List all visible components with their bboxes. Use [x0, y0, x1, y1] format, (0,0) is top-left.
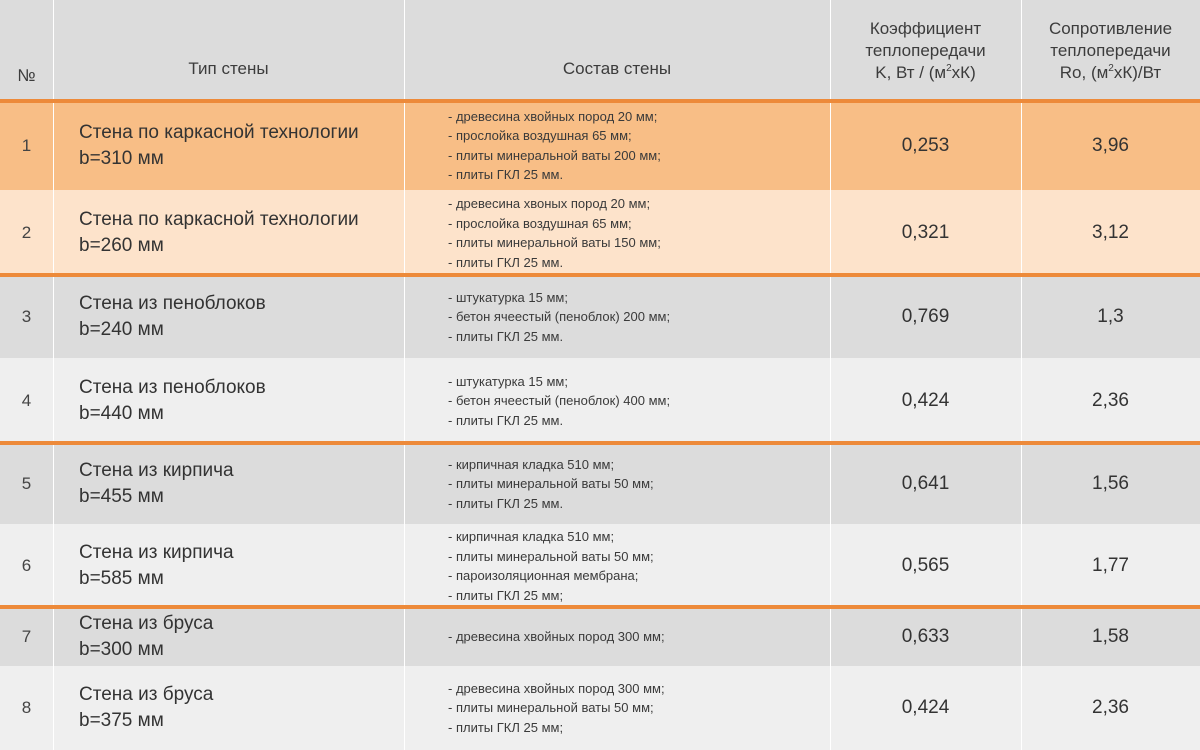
composition-layer: - прослойка воздушная 65 мм; [448, 128, 632, 143]
group-separator [0, 273, 1200, 277]
wall-composition [404, 190, 830, 276]
wall-type-line: b=310 мм [79, 147, 164, 169]
wall-type-line: b=240 мм [79, 319, 164, 340]
r-value [1021, 190, 1200, 276]
composition-layer: - плиты минеральной ваты 50 мм; [448, 700, 654, 716]
k-value [830, 358, 1021, 444]
k-value-text: 0,321 [901, 222, 950, 243]
composition-layer: - древесина хвойных пород 300 мм; [448, 629, 665, 645]
r-value [1021, 358, 1200, 444]
header-num: № [17, 65, 36, 85]
composition-layer: - штукатурка 15 мм; [448, 373, 568, 389]
k-value-text: 0,641 [901, 473, 950, 494]
composition-layer: - плиты ГКЛ 25 мм. [448, 167, 564, 182]
k-value-text: 0,424 [901, 390, 950, 411]
row-number-text: 3 [21, 307, 32, 326]
composition-layer: - пароизоляционная мембрана; [448, 568, 639, 583]
composition-layer: - древесина хвоных пород 20 мм; [448, 196, 651, 211]
row-number-text: 8 [21, 698, 32, 717]
wall-type-line: b=440 мм [79, 403, 164, 424]
wall-type-line: Стена из пеноблоков [79, 293, 266, 314]
r-value-text: 1,77 [1092, 555, 1129, 576]
wall-type [53, 276, 404, 358]
r-value [1021, 444, 1200, 524]
group-separator [0, 441, 1200, 445]
wall-composition [404, 444, 830, 524]
wall-type-line: Стена из бруса [79, 613, 214, 634]
k-value [830, 444, 1021, 524]
composition-layer: - бетон ячеестый (пеноблок) 400 мм; [448, 393, 671, 409]
row-number [0, 524, 53, 608]
k-value-text: 0,253 [901, 134, 950, 156]
wall-type-line: Стена из пеноблоков [79, 377, 266, 398]
composition-layer: - кирпичная кладка 510 мм; [448, 529, 615, 544]
wall-type [53, 666, 404, 750]
k-value [830, 276, 1021, 358]
k-value [830, 666, 1021, 750]
wall-composition [404, 101, 830, 190]
wall-type [53, 101, 404, 190]
wall-type-line: b=375 мм [79, 710, 164, 731]
k-value-text: 0,633 [901, 626, 950, 647]
k-value-text: 0,424 [901, 697, 950, 718]
wall-type-line: Стена из кирпича [79, 460, 234, 481]
table-row [0, 666, 1200, 750]
k-value [830, 608, 1021, 666]
header-r-resistance: Сопротивление теплопередачи Ro, $(м^2хК)/Вт$ [1048, 18, 1173, 82]
wall-type-line: Стена по каркасной технологии [79, 121, 359, 143]
wall-type [53, 608, 404, 666]
composition-layer: - плиты минеральной ваты 50 мм; [448, 476, 654, 492]
wall-type [53, 358, 404, 444]
row-number [0, 444, 53, 524]
r-value-text: 1,3 [1097, 306, 1124, 327]
composition-layer: - плиты ГКЛ 25 мм. [448, 495, 564, 511]
wall-type [53, 190, 404, 276]
r-value-text: 1,56 [1092, 473, 1129, 494]
group-separator [0, 605, 1200, 609]
r-value-text: 3,96 [1092, 134, 1129, 156]
header-composition: Состав стены [562, 58, 672, 78]
row-number [0, 358, 53, 444]
table-row [0, 101, 1200, 190]
r-value [1021, 524, 1200, 608]
table-header [0, 0, 1200, 101]
row-number [0, 101, 53, 190]
wall-type-line: Стена из кирпича [79, 542, 234, 563]
row-number-text: 7 [21, 627, 32, 646]
header-k-coefficient: Коэффициент теплопередачи K, Вт / $(м^2хК)$ [865, 18, 986, 82]
wall-composition [404, 524, 830, 608]
k-value [830, 524, 1021, 608]
composition-layer: - плиты ГКЛ 25 мм. [448, 412, 564, 428]
k-value [830, 101, 1021, 190]
wall-type-line: b=260 мм [79, 235, 164, 256]
row-number-text: 2 [21, 223, 32, 242]
composition-layer: - штукатурка 15 мм; [448, 289, 568, 305]
composition-layer: - плиты ГКЛ 25 мм; [448, 719, 564, 735]
wall-type [53, 524, 404, 608]
composition-layer: - плиты минеральной ваты 50 мм; [448, 548, 654, 564]
header-type: Тип стены [188, 58, 269, 78]
composition-layer: - кирпичная кладка 510 мм; [448, 456, 615, 472]
wall-type-line: b=300 мм [79, 639, 164, 660]
composition-layer: - бетон ячеестый (пеноблок) 200 мм; [448, 309, 671, 325]
wall-composition [404, 666, 830, 750]
r-value [1021, 101, 1200, 190]
composition-layer: - прослойка воздушная 65 мм; [448, 215, 632, 231]
r-value-text: 2,36 [1092, 697, 1129, 718]
row-number-text: 4 [21, 391, 32, 410]
row-number [0, 666, 53, 750]
r-value-text: 1,58 [1092, 626, 1129, 647]
composition-layer: - древесина хвойных пород 300 мм; [448, 680, 665, 696]
wall-composition [404, 358, 830, 444]
composition-layer: - плиты минеральной ваты 200 мм; [448, 147, 661, 163]
wall-type-line: Стена по каркасной технологии [79, 209, 359, 230]
wall-composition [404, 276, 830, 358]
table-row [0, 608, 1200, 666]
row-number-text: 6 [21, 556, 32, 575]
k-value [830, 190, 1021, 276]
r-value-text: 2,36 [1092, 390, 1129, 411]
composition-layer: - плиты ГКЛ 25 мм. [448, 254, 564, 270]
k-value-text: 0,565 [901, 555, 950, 576]
row-number [0, 276, 53, 358]
row-number [0, 608, 53, 666]
row-number [0, 190, 53, 276]
r-value [1021, 276, 1200, 358]
wall-type-line: b=455 мм [79, 486, 164, 507]
row-number-text: 5 [21, 474, 32, 493]
composition-layer: - плиты ГКЛ 25 мм. [448, 328, 564, 344]
composition-layer: - плиты ГКЛ 25 мм; [448, 587, 564, 603]
table-row [0, 276, 1200, 358]
wall-composition [404, 608, 830, 666]
group-separator [0, 99, 1200, 103]
composition-layer: - плиты минеральной ваты 150 мм; [448, 235, 661, 250]
wall-type [53, 444, 404, 524]
table-row [0, 524, 1200, 608]
table-row [0, 444, 1200, 524]
wall-type-line: b=585 мм [79, 568, 164, 589]
r-value [1021, 608, 1200, 666]
composition-layer: - древесина хвойных пород 20 мм; [448, 108, 658, 124]
table-row [0, 190, 1200, 276]
r-value [1021, 666, 1200, 750]
k-value-text: 0,769 [901, 306, 950, 327]
table-row [0, 358, 1200, 444]
wall-type-line: Стена из бруса [79, 684, 214, 705]
r-value-text: 3,12 [1092, 222, 1129, 243]
row-number-text: 1 [21, 135, 32, 155]
